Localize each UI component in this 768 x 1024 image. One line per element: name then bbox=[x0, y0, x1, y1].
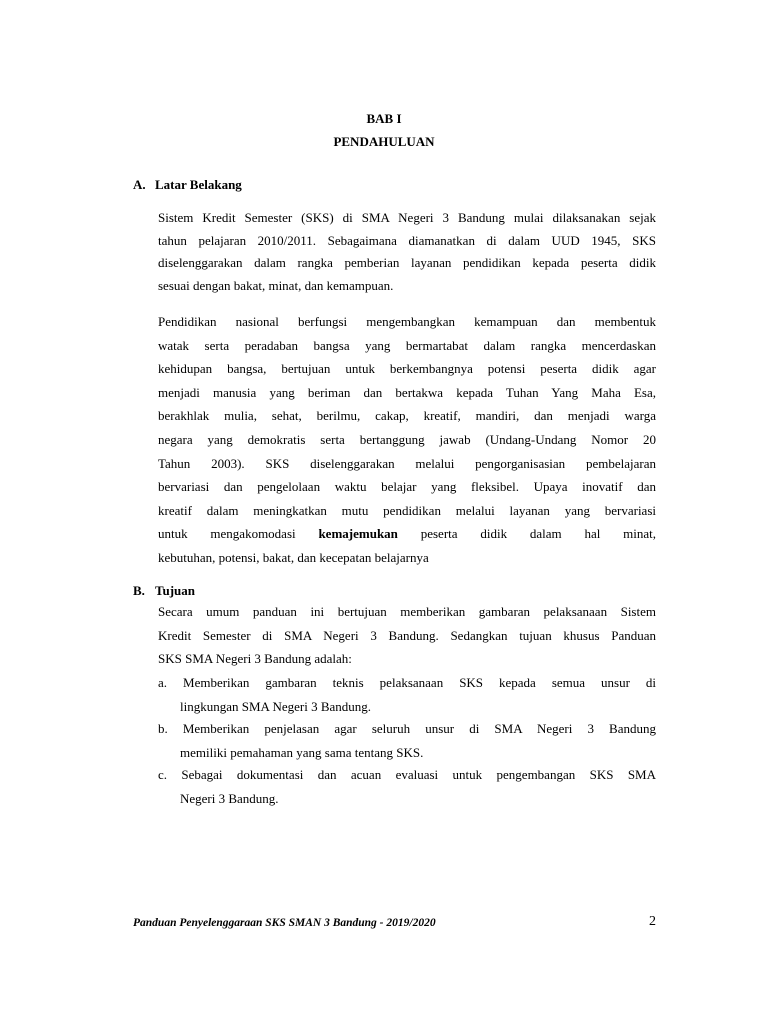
paragraph-line: SKS SMA Negeri 3 Bandung adalah: bbox=[158, 651, 352, 667]
chapter-title: PENDAHULUAN bbox=[333, 134, 435, 149]
paragraph-line: Pendidikan nasional berfungsi mengembangkan kemampuan dan membentuk bbox=[158, 314, 656, 329]
paragraph-line: Secara umum panduan ini bertujuan memberikan gambaran pelaksanaan Sistem bbox=[158, 604, 656, 619]
paragraph-line: Kredit Semester di SMA Negeri 3 Bandung. Sedangkan tujuan khusus Panduan bbox=[158, 627, 656, 643]
list-item-line: c. Sebagai dokumentasi dan acuan evaluasi untuk pengembangan SKS SMA bbox=[158, 767, 656, 782]
list-item bbox=[158, 671, 656, 718]
paragraph-line: menjadi manusia yang beriman dan bertakwa kepada Tuhan Yang Maha Esa, bbox=[158, 384, 656, 400]
paragraph-line: sesuai dengan bakat, minat, dan kemampuan. bbox=[158, 278, 394, 294]
paragraph-line-with-bold bbox=[158, 522, 656, 546]
chapter-number: BAB I bbox=[366, 111, 402, 126]
list-item-line: b. Memberikan penjelasan agar seluruh unsur di SMA Negeri 3 Bandung bbox=[158, 721, 656, 736]
paragraph-line: bervariasi dan pengelolaan waktu belajar yang fleksibel. Upaya inovatif dan bbox=[158, 479, 656, 495]
section-a-heading bbox=[133, 177, 242, 193]
paragraph-line: Sistem Kredit Semester (SKS) di SMA Negeri 3 Bandung mulai dilaksanakan sejak bbox=[158, 210, 656, 225]
paragraph-line: berakhlak mulia, sehat, berilmu, cakap, kreatif, mandiri, dan menjadi warga bbox=[158, 408, 656, 424]
list-item bbox=[158, 717, 656, 764]
page-number: 2 bbox=[649, 914, 656, 929]
section-b-intro bbox=[158, 600, 656, 671]
paragraph-line: negara yang demokratis serta bertanggung jawab (Undang-Undang Nomor 20 bbox=[158, 431, 656, 447]
section-b-title: Tujuan bbox=[155, 583, 195, 598]
section-a-paragraph-2 bbox=[158, 310, 656, 570]
paragraph-line: watak serta peradaban bangsa yang bermartabat dalam rangka mencerdaskan bbox=[158, 337, 656, 353]
paragraph-line: Tahun 2003). SKS diselenggarakan melalui pengorganisasian pembelajaran bbox=[158, 455, 656, 471]
section-b-letter: B. bbox=[133, 583, 145, 598]
list-item-line: lingkungan SMA Negeri 3 Bandung. bbox=[180, 698, 372, 714]
list-item-line: Negeri 3 Bandung. bbox=[180, 790, 279, 806]
section-b-heading bbox=[133, 583, 195, 599]
section-a-title: Latar Belakang bbox=[155, 177, 242, 192]
list-item-line: memiliki pemahaman yang sama tentang SKS. bbox=[180, 744, 424, 760]
text-segment: untuk mengakomodasi bbox=[158, 526, 296, 542]
text-segment: peserta didik dalam hal minat, bbox=[420, 526, 656, 542]
bold-term: kemajemukan bbox=[318, 526, 398, 542]
paragraph-line: kehidupan bangsa, bertujuan untuk berkembangnya potensi peserta didik agar bbox=[158, 361, 656, 377]
section-a-letter: A. bbox=[133, 177, 146, 192]
page-footer: Panduan Penyelenggaraan SKS SMAN 3 Bandung - 2019/2020 bbox=[133, 917, 436, 929]
list-item-line: a. Memberikan gambaran teknis pelaksanaan SKS kepada semua unsur di bbox=[158, 675, 656, 690]
list-item bbox=[158, 763, 656, 810]
paragraph-line: diselenggarakan dalam rangka pemberian layanan pendidikan kepada peserta didik bbox=[158, 255, 656, 271]
paragraph-line: kreatif dalam meningkatkan mutu pendidikan melalui layanan yang bervariasi bbox=[158, 502, 656, 518]
paragraph-line: kebutuhan, potensi, bakat, dan kecepatan belajarnya bbox=[158, 549, 429, 565]
paragraph-line: tahun pelajaran 2010/2011. Sebagaimana diamanatkan di dalam UUD 1945, SKS bbox=[158, 232, 656, 248]
section-a-paragraph-1 bbox=[158, 207, 656, 298]
